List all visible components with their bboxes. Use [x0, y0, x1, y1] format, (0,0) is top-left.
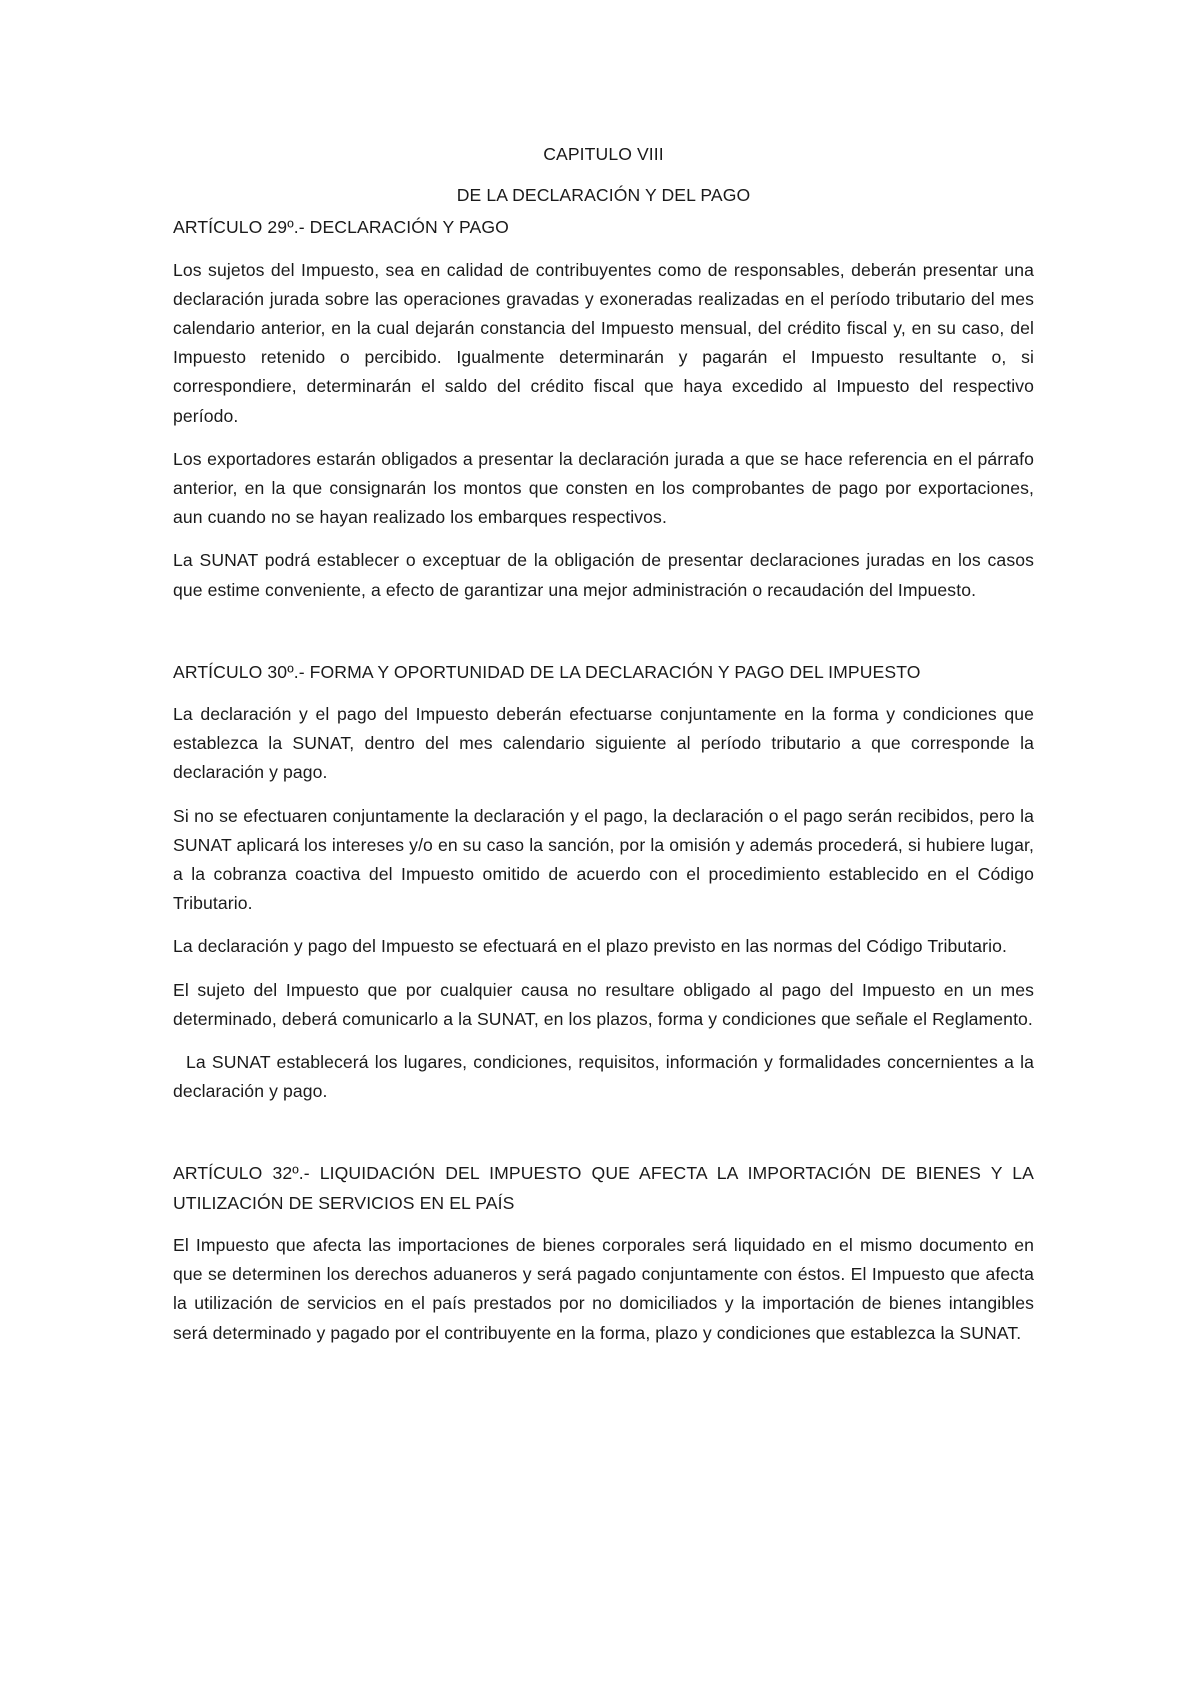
- article-30-paragraph-5-text: La SUNAT establecerá los lugares, condiciones, requisitos, información y formalidades concernientes a la declaración y pago.: [173, 1052, 1034, 1102]
- article-32-paragraph-1: El Impuesto que afecta las importaciones de bienes corporales será liquidado en el mismo documento en que se determinen los derechos aduaneros y será pagado conjuntamente con éstos. El Impuesto que afecta la utilización de servicios en el país prestados por no domiciliados y la importación de bienes intangibles será determinado y pagado por el contribuyente en la forma, plazo y condiciones que establezca la SUNAT.: [173, 1234, 1034, 1343]
- document-page: [173, 140, 1034, 1348]
- article-29-paragraph-3: La SUNAT podrá establecer o exceptuar de la obligación de presentar declaraciones juradas en los casos que estime conveniente, a efecto de garantizar una mejor administración o recaudación del Impuesto.: [173, 550, 1034, 600]
- article-30-paragraph-4: El sujeto del Impuesto que por cualquier causa no resultare obligado al pago del Impuesto en un mes determinado, deberá comunicarlo a la SUNAT, en los plazos, forma y condiciones que señale el Reglamento.: [173, 979, 1034, 1029]
- chapter-subtitle: DE LA DECLARACIÓN Y DEL PAGO: [456, 185, 751, 206]
- article-30-paragraph-3: La declaración y pago del Impuesto se efectuará en el plazo previsto en las normas del Código Tributario.: [173, 936, 1007, 957]
- article-29-paragraph-2: Los exportadores estarán obligados a presentar la declaración jurada a que se hace referencia en el párrafo anterior, en la que consignarán los montos que consten en los comprobantes de pago por exportaciones, aun cuando no se hayan realizado los embarques respectivos.: [173, 448, 1034, 528]
- article-30-heading: ARTÍCULO 30º.- FORMA Y OPORTUNIDAD DE LA DECLARACIÓN Y PAGO DEL IMPUESTO: [173, 661, 921, 682]
- article-30-paragraph-5: [173, 1048, 1034, 1106]
- chapter-title: CAPITULO VIII: [543, 144, 664, 164]
- article-29-paragraph-1: Los sujetos del Impuesto, sea en calidad de contribuyentes como de responsables, deberán presentar una declaración jurada sobre las operaciones gravadas y exoneradas realizadas en el período tributario del mes calendario anterior, en la cual dejarán constancia del Impuesto mensual, del crédito fiscal y, en su caso, del Impuesto retenido o percibido. Igualmente determinarán y pagarán el Impuesto resultante o, si correspondiere, determinarán el saldo del crédito fiscal que haya excedido al Impuesto del respectivo período.: [173, 259, 1034, 426]
- article-32-heading: ARTÍCULO 32º.- LIQUIDACIÓN DEL IMPUESTO QUE AFECTA LA IMPORTACIÓN DE BIENES Y LA UTILIZACIÓN DE SERVICIOS EN EL PAÍS: [173, 1163, 1034, 1213]
- article-30-paragraph-1: La declaración y el pago del Impuesto deberán efectuarse conjuntamente en la forma y condiciones que establezca la SUNAT, dentro del mes calendario siguiente al período tributario a que corresponde la declaración y pago.: [173, 704, 1034, 783]
- article-30-paragraph-2: Si no se efectuaren conjuntamente la declaración y el pago, la declaración o el pago serán recibidos, pero la SUNAT aplicará los intereses y/o en su caso la sanción, por la omisión y además procederá, si hubiere lugar, a la cobranza coactiva del Impuesto omitido de acuerdo con el procedimiento establecido en el Código Tributario.: [173, 805, 1034, 914]
- article-29-heading: ARTÍCULO 29º.- DECLARACIÓN Y PAGO: [173, 217, 509, 238]
